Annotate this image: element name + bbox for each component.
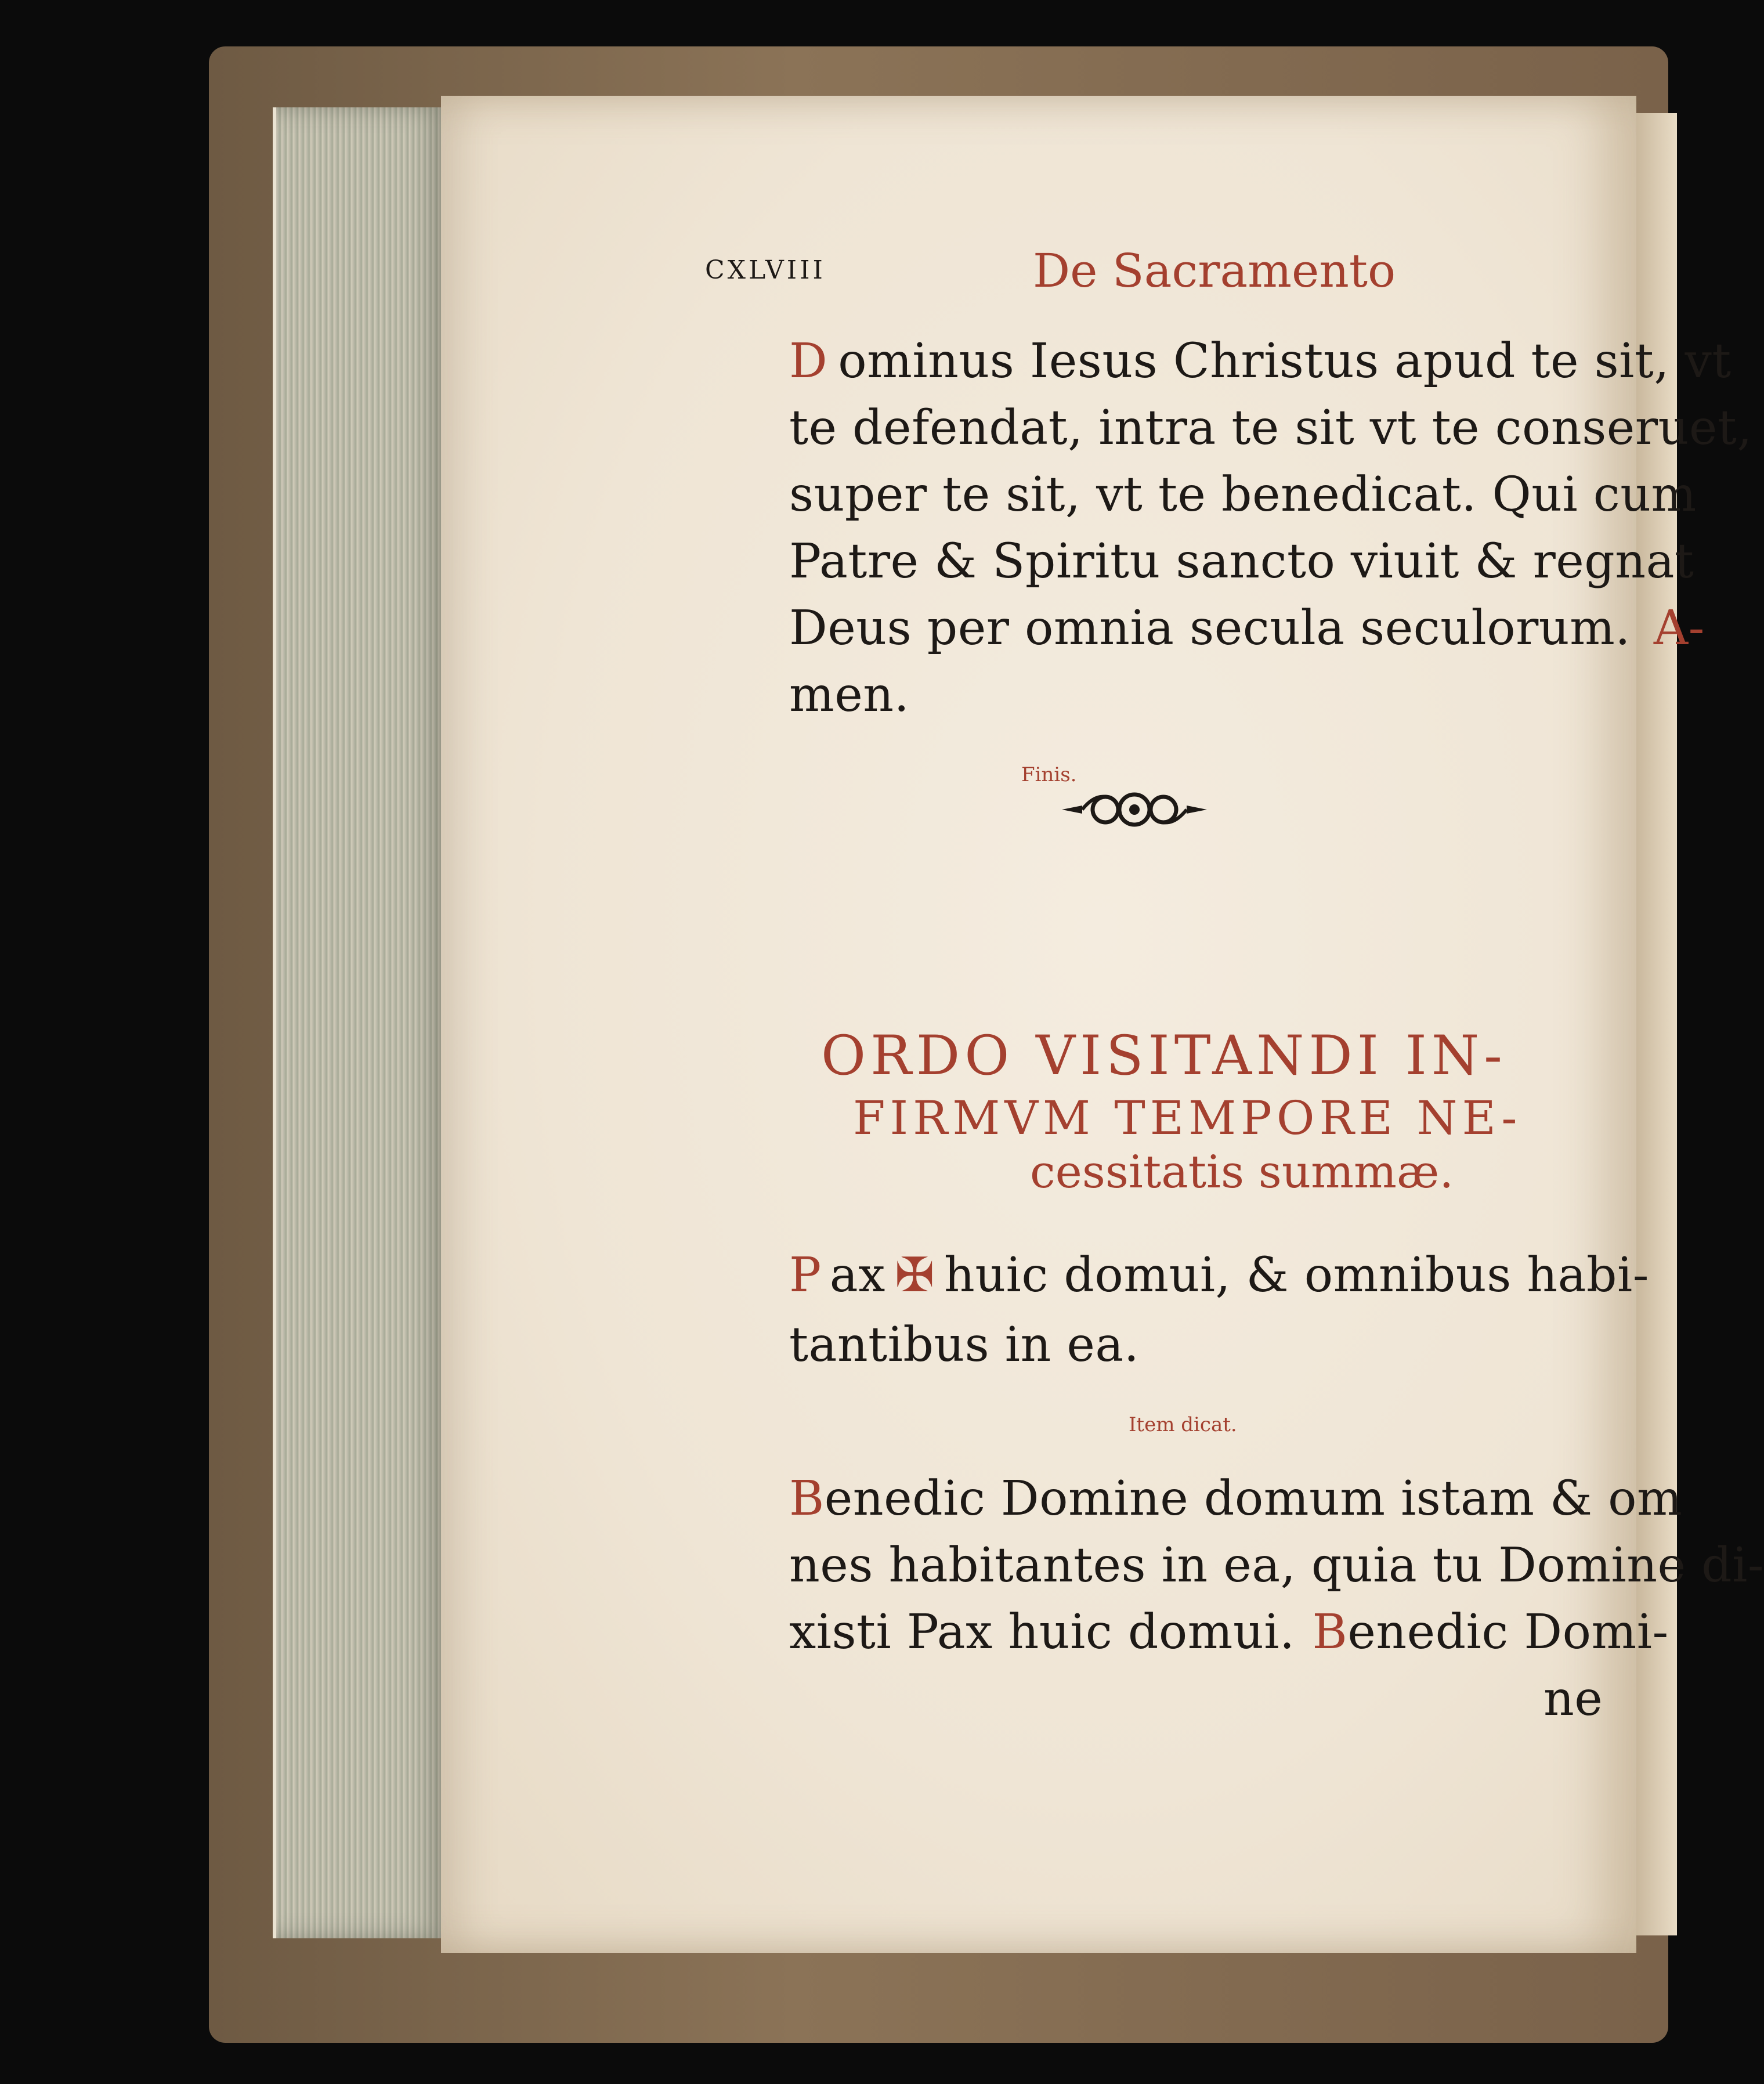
title-line-3: cessitatis summæ.: [1030, 1146, 1454, 1198]
book-page: [441, 96, 1764, 1953]
benedic-line-2: nes habitantes in ea, quia tu Domine di-: [789, 1538, 1764, 1593]
blessing-line-5: [789, 601, 1705, 656]
blessing-text-1: ominus Iesus Christus apud te sit, vt: [838, 334, 1732, 389]
initial-p: P: [789, 1248, 822, 1303]
benedic-line-3: [789, 1605, 1669, 1660]
folio-number: CXLVIII: [705, 255, 826, 285]
pax-line-1: [789, 1248, 1649, 1303]
pax-line-2: tantibus in ea.: [789, 1317, 1140, 1373]
initial-b-2: B: [1312, 1605, 1348, 1660]
catchword: ne: [1544, 1671, 1603, 1727]
benedic-text-3b: enedic Domi-: [1347, 1605, 1669, 1660]
blessing-line-3: super te sit, vt te benedicat. Qui cum: [789, 467, 1697, 522]
benedic-text-3a: xisti Pax huic domui.: [789, 1605, 1295, 1660]
rubric-item-dicat: Item dicat.: [1129, 1413, 1237, 1436]
running-head: De Sacramento: [1033, 244, 1396, 298]
amen-red: A-: [1653, 601, 1705, 656]
blessing-line-2: te defendat, intra te sit vt te conseruet,: [789, 400, 1752, 456]
pax-rest: huic domui, & omnibus habi-: [944, 1248, 1649, 1303]
title-line-2: FIRMVM TEMPORE NE-: [853, 1091, 1522, 1145]
pax-word: ax: [829, 1248, 885, 1303]
title-line-1: ORDO VISITANDI IN-: [821, 1024, 1507, 1088]
benedic-text-1: enedic Domine domum istam & om: [824, 1471, 1683, 1526]
page-edges: [273, 107, 450, 1938]
finis-label: Finis.: [1021, 763, 1077, 786]
blessing-line-1: [789, 334, 1732, 389]
fleuron-icon: [1059, 789, 1210, 830]
initial-d: D: [789, 334, 828, 389]
benedic-line-1: [789, 1471, 1682, 1526]
blessing-line-4: Patre & Spiritu sancto viuit & regnat: [789, 534, 1694, 589]
initial-b: B: [789, 1471, 825, 1526]
cross-icon: ✠: [894, 1248, 935, 1303]
blessing-line-6: men.: [789, 667, 910, 723]
blessing-text-5: Deus per omnia secula seculorum.: [789, 601, 1631, 656]
